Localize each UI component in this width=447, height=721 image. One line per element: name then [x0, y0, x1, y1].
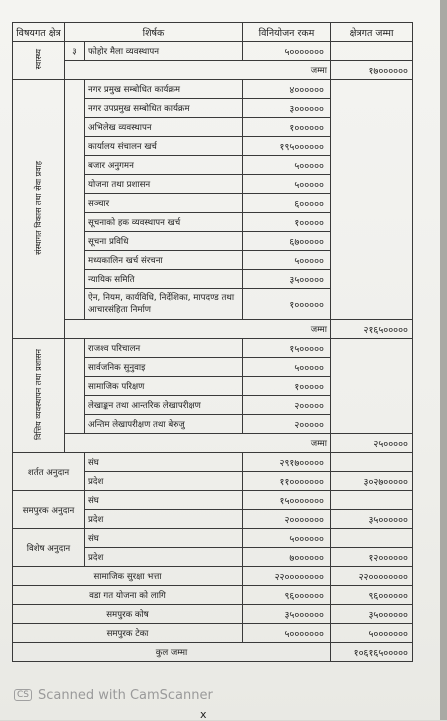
table-row	[13, 605, 413, 624]
total-label: जम्मा	[65, 61, 331, 80]
section-total: ३०२७०००००	[331, 472, 413, 491]
row-sub: प्रदेश	[85, 472, 243, 491]
row-amount: २०००००००	[243, 510, 331, 529]
row-amount: ११०००००००	[243, 472, 331, 491]
row-title: सामाजिक परिक्षण	[85, 377, 243, 396]
area-cell: वित्तिय व्यवस्थापन तथा प्रशासन	[13, 339, 65, 453]
grand-total-row	[13, 643, 413, 662]
area-cell: स्वास्थ्य	[13, 42, 65, 80]
row-sub: प्रदेश	[85, 548, 243, 567]
row-amount: ५०००००	[243, 251, 331, 270]
row-amount: १००००००	[243, 118, 331, 137]
total-label: जम्मा	[65, 320, 331, 339]
row-amount: १९५००००००	[243, 137, 331, 156]
page-edge-shadow	[440, 0, 447, 720]
row-title: सूचना प्रविधि	[85, 232, 243, 251]
row-amount: २०००००	[243, 415, 331, 434]
row-amount: ३००००००	[243, 99, 331, 118]
section-total-row	[13, 61, 413, 80]
row-amount: १००००००	[243, 289, 331, 320]
row-amount: २२००००००००	[243, 567, 331, 586]
row-amount: १५०००००	[243, 339, 331, 358]
row-sub: प्रदेश	[85, 510, 243, 529]
row-amount: २९१७०००००	[243, 453, 331, 472]
section-total: ३५००००००	[331, 605, 413, 624]
area-cell: शर्तत अनुदान	[13, 453, 85, 491]
row-amount: ४००००००	[243, 80, 331, 99]
row-amount: ५०००००००	[243, 42, 331, 61]
table-header-row	[13, 23, 413, 42]
row-amount: १०००००	[243, 213, 331, 232]
row-amount: ५००००००	[243, 529, 331, 548]
row-sub: संघ	[85, 491, 243, 510]
row-amount: १०००००	[243, 377, 331, 396]
section-total: ३५००००००	[331, 510, 413, 529]
row-amount: ३५०००००	[243, 270, 331, 289]
area-cell: समपुरक अनुदान	[13, 491, 85, 529]
row-title: बजार अनुगमन	[85, 156, 243, 175]
grand-total: १०६१६५०००००	[331, 643, 413, 662]
section-total-row	[13, 434, 413, 453]
row-title: अभिलेख व्यवस्थापन	[85, 118, 243, 137]
section-total: २५०००००	[331, 434, 413, 453]
section-total: २२००००००००	[331, 567, 413, 586]
handwritten-mark: x	[200, 708, 207, 721]
row-amount: ६०००००	[243, 194, 331, 213]
row-title: समपुरक टेका	[13, 624, 243, 643]
row-title: न्यायिक समिति	[85, 270, 243, 289]
budget-table	[12, 22, 413, 662]
row-amount: ७००००००	[243, 548, 331, 567]
table-row	[13, 80, 413, 99]
row-amount: ५०००००००	[243, 624, 331, 643]
camscanner-logo-icon: CS	[14, 689, 32, 701]
section-total-row	[13, 320, 413, 339]
watermark-text: Scanned with CamScanner	[38, 687, 213, 703]
section-total: १२००००००	[331, 548, 413, 567]
section-total: १७००००००	[331, 61, 413, 80]
row-title: योजना तथा प्रशासन	[85, 175, 243, 194]
total-label: जम्मा	[65, 434, 331, 453]
row-amount: ५०००००	[243, 358, 331, 377]
section-total: ५०००००००	[331, 624, 413, 643]
header-area: विषयगत क्षेत्र	[13, 23, 65, 42]
row-title: नगर प्रमुख सम्बोधित कार्यक्रम	[85, 80, 243, 99]
table-row	[13, 529, 413, 548]
row-title: फोहोर मैला व्यवस्थापन	[85, 42, 243, 61]
section-total: ९६००००००	[331, 586, 413, 605]
table-row	[13, 586, 413, 605]
sub-mark: ३	[65, 42, 85, 61]
row-amount: ५०००००	[243, 156, 331, 175]
table-row	[13, 42, 413, 61]
grand-total-label: कुल जम्मा	[13, 643, 331, 662]
header-title: शिर्षक	[65, 23, 243, 42]
row-title: कार्यालय संचालन खर्च	[85, 137, 243, 156]
header-sector-total: क्षेत्रगत जम्मा	[331, 23, 413, 42]
table-row	[13, 491, 413, 510]
row-amount: ९६००००००	[243, 586, 331, 605]
row-title: वडा गत योजना को लागि	[13, 586, 243, 605]
row-title: मध्यकालिन खर्च संरचना	[85, 251, 243, 270]
row-title: राजश्व परिचालन	[85, 339, 243, 358]
header-investment: विनियोजन रकम	[243, 23, 331, 42]
row-amount: १५०००००००	[243, 491, 331, 510]
row-amount: ५०००००	[243, 175, 331, 194]
camscanner-watermark	[14, 686, 213, 704]
row-title: समपुरक कोष	[13, 605, 243, 624]
row-title: नगर उपप्रमुख सम्बोधित कार्यक्रम	[85, 99, 243, 118]
row-amount: २०००००	[243, 396, 331, 415]
row-amount: ६७०००००	[243, 232, 331, 251]
row-title: सूचनाको हक व्यवस्थापन खर्च	[85, 213, 243, 232]
row-title: सार्वजनिक सुनुवाइ	[85, 358, 243, 377]
table-row	[13, 453, 413, 472]
area-cell: संस्थागत विकास तथा सेवा प्रवाह	[13, 80, 65, 339]
row-title: अन्तिम लेखापरीक्षण तथा बेरुजु	[85, 415, 243, 434]
table-row	[13, 339, 413, 358]
row-title: लेखाङ्कन तथा आन्तरिक लेखापरीक्षण	[85, 396, 243, 415]
row-title: सञ्चार	[85, 194, 243, 213]
row-title: ऐन, नियम, कार्यविधि, निर्देशिका, मापदण्ड तथा आचारसंहिता निर्माण	[85, 289, 243, 320]
row-amount: ३५००००००	[243, 605, 331, 624]
table-row	[13, 567, 413, 586]
area-cell: विशेष अनुदान	[13, 529, 85, 567]
table-row	[13, 624, 413, 643]
row-sub: संघ	[85, 453, 243, 472]
row-sub: संघ	[85, 529, 243, 548]
section-total: २१६५०००००	[331, 320, 413, 339]
row-title: सामाजिक सुरक्षा भत्ता	[13, 567, 243, 586]
